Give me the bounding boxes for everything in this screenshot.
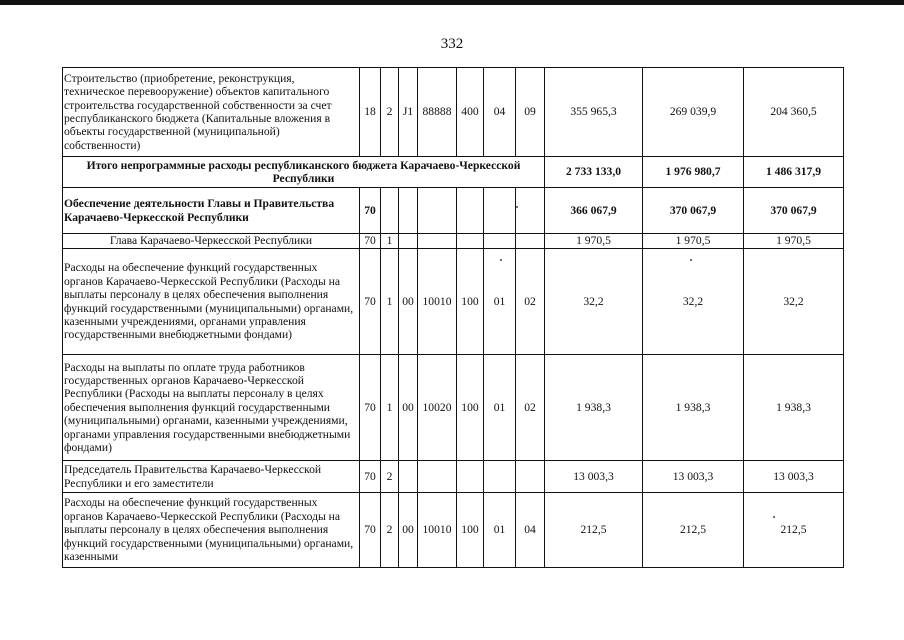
- row-value-2: 32,2: [643, 249, 744, 355]
- row-value-3: 1 970,5: [744, 234, 844, 249]
- row-code-4: 10010: [418, 249, 457, 355]
- row-value-2: 370 067,9: [643, 188, 744, 234]
- table-row-total: [63, 157, 844, 188]
- row-name: Глава Карачаево-Черкесской Республики: [63, 234, 360, 249]
- row-code-2: 1: [381, 234, 399, 249]
- row-code-7: [516, 234, 545, 249]
- row-name: Итого непрограммные расходы республиканского бюджета Карачаево-Черкесской Республики: [63, 157, 545, 188]
- row-code-3: [399, 461, 418, 493]
- row-name: Председатель Правительства Карачаево-Черкесской Республики и его заместители: [63, 461, 360, 493]
- row-value-2: 1 970,5: [643, 234, 744, 249]
- row-code-4: 88888: [418, 68, 457, 157]
- row-code-7: [516, 461, 545, 493]
- row-value-3: 204 360,5: [744, 68, 844, 157]
- table-row-section: [63, 188, 844, 234]
- scan-speck: [773, 516, 775, 518]
- row-code-1: 70: [360, 493, 381, 568]
- scan-speck: [500, 259, 502, 261]
- row-name: Расходы на выплаты по оплате труда работников государственных органов Карачаево-Черкесской Республики (Расходы на выплаты персоналу в целях обеспечения выполнения функций государственными (муниципальными) органами, казенными учреждениями, органами управления государственными внебюджетными фондами): [63, 355, 360, 461]
- row-code-7: 09: [516, 68, 545, 157]
- row-code-2: 2: [381, 493, 399, 568]
- row-name: Строительство (приобретение, реконструкция, техническое перевооружение) объектов капитального строительства государственной собственности за счет республиканского бюджета (Капитальные вложения в объекты государственной (муниципальной) собственности): [63, 68, 360, 157]
- row-value-3: 32,2: [744, 249, 844, 355]
- row-code-4: [418, 188, 457, 234]
- row-value-1: 366 067,9: [545, 188, 643, 234]
- row-code-5: 100: [457, 493, 484, 568]
- row-code-3: J1: [399, 68, 418, 157]
- row-code-1: 70: [360, 461, 381, 493]
- row-value-1: 212,5: [545, 493, 643, 568]
- row-value-1: 1 970,5: [545, 234, 643, 249]
- row-name: Расходы на обеспечение функций государственных органов Карачаево-Черкесской Республики (Расходы на выплаты персоналу в целях обеспечения выполнения функций государственными (муниципальными) органами, казенными учреждениями, органами управления государственными внебюджетными фондами): [63, 249, 360, 355]
- row-value-2: 1 938,3: [643, 355, 744, 461]
- row-value-3: 212,5: [744, 493, 844, 568]
- scan-top-border: [0, 0, 904, 5]
- table-row: [63, 249, 844, 355]
- budget-table: [62, 67, 844, 568]
- table-row: [63, 493, 844, 568]
- row-code-6: 01: [484, 249, 516, 355]
- row-code-7: 02: [516, 249, 545, 355]
- row-code-1: 70: [360, 355, 381, 461]
- row-value-2: 212,5: [643, 493, 744, 568]
- row-code-4: [418, 461, 457, 493]
- row-code-2: 2: [381, 68, 399, 157]
- row-code-3: 00: [399, 355, 418, 461]
- row-code-5: [457, 461, 484, 493]
- row-code-6: 04: [484, 68, 516, 157]
- row-name: Обеспечение деятельности Главы и Правительства Карачаево-Черкесской Республики: [63, 188, 360, 234]
- row-code-6: 01: [484, 355, 516, 461]
- table-row: [63, 234, 844, 249]
- row-code-1: 18: [360, 68, 381, 157]
- row-value-2: 1 976 980,7: [643, 157, 744, 188]
- table-row: [63, 68, 844, 157]
- row-code-1: 70: [360, 234, 381, 249]
- row-value-3: 370 067,9: [744, 188, 844, 234]
- scan-speck: [690, 259, 692, 261]
- row-value-3: 1 938,3: [744, 355, 844, 461]
- row-code-3: [399, 188, 418, 234]
- table-row: [63, 355, 844, 461]
- row-value-2: 269 039,9: [643, 68, 744, 157]
- row-value-1: 32,2: [545, 249, 643, 355]
- row-code-6: [484, 461, 516, 493]
- row-code-7: 02: [516, 355, 545, 461]
- row-value-1: 355 965,3: [545, 68, 643, 157]
- page-number: 332: [440, 36, 464, 52]
- row-value-3: 1 486 317,9: [744, 157, 844, 188]
- row-code-7: 04: [516, 493, 545, 568]
- row-name: Расходы на обеспечение функций государственных органов Карачаево-Черкесской Республики (Расходы на выплаты персоналу в целях обеспечения выполнения функций государственными (муниципальными) органами, казенными: [63, 493, 360, 568]
- row-code-4: [418, 234, 457, 249]
- row-code-4: 10020: [418, 355, 457, 461]
- row-value-1: 2 733 133,0: [545, 157, 643, 188]
- row-code-7: [516, 188, 545, 234]
- row-code-2: [381, 188, 399, 234]
- row-code-5: 100: [457, 249, 484, 355]
- row-code-5: [457, 188, 484, 234]
- row-value-1: 1 938,3: [545, 355, 643, 461]
- row-code-2: 1: [381, 355, 399, 461]
- row-code-5: [457, 234, 484, 249]
- row-code-3: 00: [399, 249, 418, 355]
- row-code-2: 1: [381, 249, 399, 355]
- row-code-3: 00: [399, 493, 418, 568]
- scan-speck: [516, 206, 518, 208]
- row-code-5: 100: [457, 355, 484, 461]
- row-code-6: 01: [484, 493, 516, 568]
- row-code-5: 400: [457, 68, 484, 157]
- row-code-3: [399, 234, 418, 249]
- row-code-4: 10010: [418, 493, 457, 568]
- row-code-2: 2: [381, 461, 399, 493]
- row-value-3: 13 003,3: [744, 461, 844, 493]
- row-code-1: 70: [360, 249, 381, 355]
- row-code-1: 70: [360, 188, 381, 234]
- row-code-6: [484, 188, 516, 234]
- row-value-1: 13 003,3: [545, 461, 643, 493]
- row-value-2: 13 003,3: [643, 461, 744, 493]
- row-code-6: [484, 234, 516, 249]
- table-row: [63, 461, 844, 493]
